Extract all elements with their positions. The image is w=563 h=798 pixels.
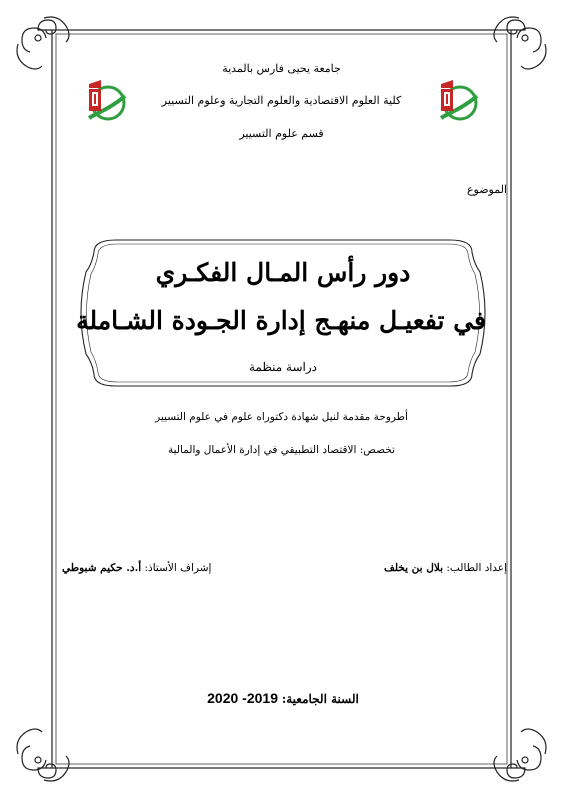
department-name: قسم علوم التسيير [239, 127, 324, 140]
supervisor-name: أ.د. حكيم شبوطي [62, 562, 142, 574]
student-label: إعداد الطالب: [446, 562, 507, 574]
thesis-note: أطروحة مقدمة لنيل شهادة دكتوراه علوم في علوم التسيير [155, 411, 408, 423]
supervisor-info [62, 562, 211, 574]
study-subtitle: دراسة منظمة [248, 360, 318, 374]
academic-year-label: السنة الجامعية: [281, 692, 359, 706]
thesis-title-line-1: دور رأس المـال الفكـري [155, 258, 411, 287]
academic-year [180, 690, 386, 706]
student-info [384, 562, 507, 574]
specialization: تخصص: الاقتصاد التطبيقي في إدارة الأعمال والمالية [168, 444, 395, 456]
faculty-name: كلية العلوم الاقتصادية والعلوم التجارية وعلوم التسيير [161, 94, 402, 107]
thesis-title-line-2: في تفعيـل منهـج إدارة الجـودة الشـاملة [76, 306, 486, 335]
student-name: بلال بن يخلف [383, 562, 444, 574]
university-name: جامعة يحيى فارس بالمدية [222, 62, 341, 75]
academic-year-value: 2020 -2019 [207, 690, 278, 706]
subject-label: الموضوع [466, 183, 507, 196]
supervisor-label: إشراف الأستاذ: [144, 562, 212, 574]
